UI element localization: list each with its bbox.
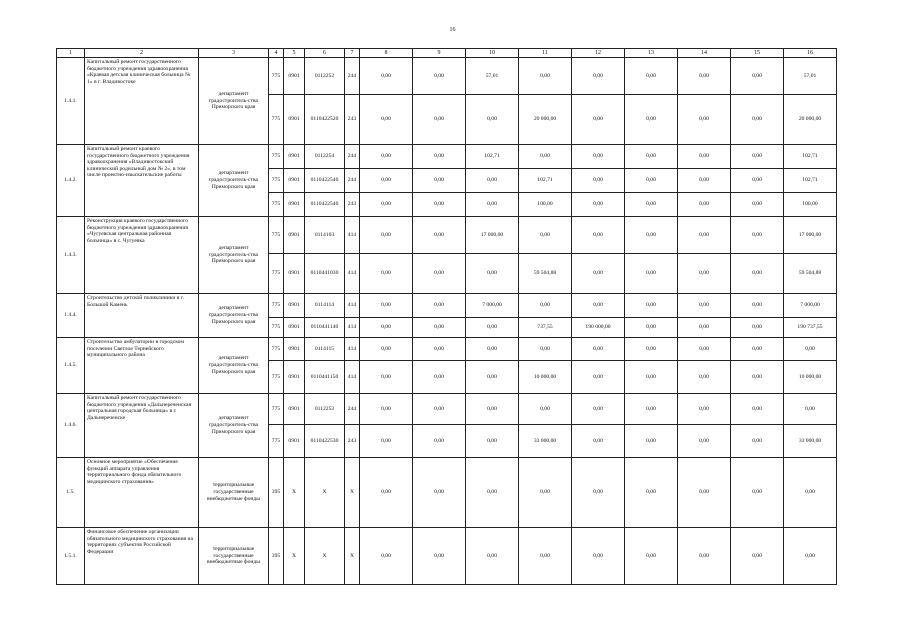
table-cell: 0114103	[305, 217, 345, 254]
table-cell: 10 000,00	[784, 361, 837, 394]
table-cell: 0,00	[360, 217, 413, 254]
table-cell: 0110422540	[305, 169, 345, 193]
table-cell: 775	[269, 193, 284, 217]
table-cell: 0,00	[413, 169, 466, 193]
row-department: департамент градостроитель-ства Приморского края	[199, 394, 269, 458]
table-cell: 0,00	[413, 193, 466, 217]
row-department: департамент градостроитель-ства Приморского края	[199, 294, 269, 338]
table-cell: 243	[345, 425, 360, 458]
row-department: территориальные государственные внебюджетные фонды	[199, 458, 269, 528]
table-cell: 190 737,55	[784, 318, 837, 338]
row-code: 1.4.2.	[57, 145, 85, 217]
row-department: департамент градостроитель-ства Приморского края	[199, 58, 269, 145]
table-cell: 0,00	[731, 95, 784, 145]
table-cell: 0,00	[572, 58, 625, 95]
table-cell: 0,00	[784, 528, 837, 585]
table-cell: 0,00	[572, 425, 625, 458]
table-cell: 0110441150	[305, 361, 345, 394]
row-code: 1.5.	[57, 458, 85, 528]
table-cell: 0,00	[519, 145, 572, 169]
table-cell: 7 000,00	[784, 294, 837, 318]
table-cell: 0,00	[413, 217, 466, 254]
table-cell: 0114114	[305, 294, 345, 318]
row-code: 1.4.3.	[57, 217, 85, 294]
table-cell: 0,00	[360, 294, 413, 318]
table-cell: 0,00	[572, 254, 625, 294]
table-cell: 0901	[284, 145, 305, 169]
table-cell: 0,00	[678, 394, 731, 425]
table-cell: 0,00	[572, 294, 625, 318]
table-cell: 102,71	[784, 169, 837, 193]
table-cell: 0901	[284, 58, 305, 95]
header-cell: 15	[731, 49, 784, 58]
table-cell: 0,00	[731, 394, 784, 425]
table-cell: 33 000,00	[519, 425, 572, 458]
table-cell: 0112253	[305, 394, 345, 425]
table-cell: 0,00	[413, 145, 466, 169]
table-cell: 0,00	[572, 528, 625, 585]
header-cell: 7	[345, 49, 360, 58]
table-cell: 0,00	[678, 95, 731, 145]
table-cell: 190 000,00	[572, 318, 625, 338]
table-cell: 0,00	[413, 458, 466, 528]
table-cell: 0901	[284, 318, 305, 338]
header-cell: 9	[413, 49, 466, 58]
row-code: 1.4.6.	[57, 394, 85, 458]
table-cell: 0,00	[731, 254, 784, 294]
table-cell: 0901	[284, 95, 305, 145]
table-cell: 414	[345, 338, 360, 361]
table-cell: 0,00	[678, 458, 731, 528]
table-cell: 59 504,88	[519, 254, 572, 294]
header-cell: 3	[199, 49, 269, 58]
table-cell: 0,00	[678, 361, 731, 394]
table-cell: 0,00	[360, 458, 413, 528]
header-cell: 1	[57, 49, 85, 58]
table-cell: X	[345, 458, 360, 528]
table-row	[57, 58, 837, 95]
row-code: 1.4.4.	[57, 294, 85, 338]
table-cell: 0,00	[466, 425, 519, 458]
table-cell: 0,00	[784, 338, 837, 361]
table-cell: 0,00	[625, 95, 678, 145]
row-name: Финансовое обеспечение организации обязательного медицинского страхования на территориях субъектов Российской Федерации	[85, 528, 199, 585]
table-cell: 0,00	[784, 394, 837, 425]
budget-table	[56, 48, 837, 585]
table-cell: 0,00	[519, 528, 572, 585]
table-cell: 0,00	[572, 394, 625, 425]
table-cell: 0,00	[731, 361, 784, 394]
table-cell: 0110441140	[305, 318, 345, 338]
table-cell: 59 504,88	[784, 254, 837, 294]
table-cell: 0,00	[360, 394, 413, 425]
table-cell: 737,55	[519, 318, 572, 338]
table-cell: 0,00	[625, 318, 678, 338]
table-cell: 0,00	[360, 254, 413, 294]
table-cell: 0,00	[413, 528, 466, 585]
table-cell: 33 000,00	[784, 425, 837, 458]
header-cell: 11	[519, 49, 572, 58]
table-cell: 0,00	[572, 193, 625, 217]
table-cell: 0,00	[572, 169, 625, 193]
table-cell: 0,00	[360, 95, 413, 145]
table-cell: 0,00	[519, 394, 572, 425]
table-cell: 0110422520	[305, 95, 345, 145]
table-cell: 0110422540	[305, 193, 345, 217]
table-cell: 0,00	[731, 528, 784, 585]
table-cell: 0901	[284, 254, 305, 294]
table-cell: 0,00	[413, 361, 466, 394]
table-row	[57, 528, 837, 585]
row-department: департамент градостроитель-ства Приморского края	[199, 145, 269, 217]
table-cell: 0,00	[413, 338, 466, 361]
table-cell: 414	[345, 318, 360, 338]
row-department: территориальные государственные внебюджетные фонды	[199, 528, 269, 585]
table-cell: 0,00	[413, 58, 466, 95]
table-cell: 0,00	[625, 425, 678, 458]
row-name: Капитальный ремонт государственного бюджетного учреждения «Дальнереченская центральная городская больница» в г. Дальнереченске	[85, 394, 199, 458]
table-cell: 414	[345, 294, 360, 318]
header-cell: 14	[678, 49, 731, 58]
table-cell: 244	[345, 169, 360, 193]
row-code: 1.4.1.	[57, 58, 85, 145]
table-cell: 0,00	[360, 145, 413, 169]
table-cell: 0112252	[305, 58, 345, 95]
table-cell: 775	[269, 294, 284, 318]
header-cell: 16	[784, 49, 837, 58]
table-cell: 0,00	[572, 458, 625, 528]
table-cell: 0,00	[519, 338, 572, 361]
table-cell: 100,00	[519, 193, 572, 217]
table-cell: 0,00	[360, 361, 413, 394]
header-cell: 13	[625, 49, 678, 58]
table-cell: 102,71	[519, 169, 572, 193]
table-cell: 775	[269, 145, 284, 169]
table-cell: 414	[345, 254, 360, 294]
table-cell: 0,00	[413, 318, 466, 338]
table-cell: 0901	[284, 294, 305, 318]
table-cell: 0,00	[519, 458, 572, 528]
table-cell: 0,00	[625, 394, 678, 425]
table-cell: 0,00	[360, 193, 413, 217]
table-cell: 0,00	[731, 458, 784, 528]
table-cell: 0112254	[305, 145, 345, 169]
table-cell: 775	[269, 318, 284, 338]
page-number: 16	[449, 27, 456, 33]
table-cell: 0,00	[466, 361, 519, 394]
table-cell: 775	[269, 394, 284, 425]
table-cell: 0110422530	[305, 425, 345, 458]
table-cell: 414	[345, 217, 360, 254]
table-cell: 0,00	[466, 528, 519, 585]
header-cell: 2	[85, 49, 199, 58]
table-cell: 0901	[284, 217, 305, 254]
table-cell: 0,00	[360, 318, 413, 338]
table-cell: 775	[269, 254, 284, 294]
table-row	[57, 217, 837, 254]
table-cell: 243	[345, 193, 360, 217]
header-cell: 8	[360, 49, 413, 58]
table-cell: 244	[345, 145, 360, 169]
table-cell: 0,00	[678, 254, 731, 294]
header-cell: 12	[572, 49, 625, 58]
header-cell: 10	[466, 49, 519, 58]
row-name: Строительство амбулатории в городском поселении Светлое Тернейского муниципального района	[85, 338, 199, 394]
row-name: Реконструкция краевого государственного бюджетного учреждения здравоохранения «Чугуевская центральная районная больница» в с. Чугуевка	[85, 217, 199, 294]
table-cell: 0901	[284, 425, 305, 458]
table-row	[57, 294, 837, 318]
table-cell: 0,00	[466, 338, 519, 361]
table-cell: 775	[269, 217, 284, 254]
table-cell: 0,00	[678, 58, 731, 95]
table-cell: X	[284, 458, 305, 528]
table-cell: 0,00	[466, 95, 519, 145]
table-cell: 0,00	[731, 425, 784, 458]
table-cell: 0,00	[466, 169, 519, 193]
table-cell: 0901	[284, 193, 305, 217]
table-cell: 20 000,00	[519, 95, 572, 145]
row-code: 1.4.5.	[57, 338, 85, 394]
table-cell: 20 000,00	[784, 95, 837, 145]
table-cell: 0,00	[678, 318, 731, 338]
table-cell: 775	[269, 58, 284, 95]
table-cell: 100,00	[784, 193, 837, 217]
table-cell: 0,00	[413, 294, 466, 318]
table-cell: 0,00	[413, 394, 466, 425]
table-cell: 0901	[284, 394, 305, 425]
table-cell: 775	[269, 338, 284, 361]
table-cell: 0,00	[572, 217, 625, 254]
table-cell: 0,00	[784, 458, 837, 528]
table-cell: 17 000,00	[784, 217, 837, 254]
table-cell: 0,00	[360, 58, 413, 95]
table-cell: 0,00	[572, 338, 625, 361]
table-row	[57, 458, 837, 528]
table-row	[57, 338, 837, 361]
table-cell: 0901	[284, 169, 305, 193]
table-cell: 0114115	[305, 338, 345, 361]
table-cell: 0,00	[625, 169, 678, 193]
row-department: департамент градостроитель-ства Приморского края	[199, 338, 269, 394]
table-cell: 775	[269, 361, 284, 394]
row-name: Основное мероприятие «Обеспечение функций аппарата управления территориального фонда обязательного медицинского страхования»	[85, 458, 199, 528]
table-row	[57, 145, 837, 169]
table-cell: 0,00	[625, 193, 678, 217]
table-cell: 102,71	[466, 145, 519, 169]
table-cell: X	[305, 528, 345, 585]
table-cell: 395	[269, 458, 284, 528]
table-cell: 0,00	[519, 217, 572, 254]
table-cell: 0,00	[678, 145, 731, 169]
row-code: 1.5.1.	[57, 528, 85, 585]
table-cell: 0,00	[572, 361, 625, 394]
table-cell: 0,00	[731, 338, 784, 361]
table-cell: 57,01	[784, 58, 837, 95]
row-name: Капитальный ремонт краевого государственного бюджетного учреждения здравоохранения «Владивостокский клинический родильный дом № 2», в том числе проектно-изыскательские работы	[85, 145, 199, 217]
table-cell: 0,00	[519, 58, 572, 95]
table-cell: 0,00	[731, 318, 784, 338]
table-cell: 0,00	[572, 145, 625, 169]
table-cell: 0,00	[678, 425, 731, 458]
table-cell: 0,00	[731, 145, 784, 169]
table-cell: 0,00	[360, 425, 413, 458]
table-cell: 0,00	[678, 169, 731, 193]
table-cell: 0,00	[625, 254, 678, 294]
table-cell: 0,00	[678, 217, 731, 254]
table-cell: 0,00	[625, 58, 678, 95]
table-cell: 0,00	[625, 338, 678, 361]
table-cell: 775	[269, 169, 284, 193]
table-cell: 0901	[284, 338, 305, 361]
table-cell: 0,00	[731, 169, 784, 193]
table-cell: 0,00	[466, 318, 519, 338]
table-cell: 0,00	[413, 95, 466, 145]
table-cell: X	[284, 528, 305, 585]
table-cell: 244	[345, 394, 360, 425]
table-cell: 0901	[284, 361, 305, 394]
table-cell: 0,00	[731, 58, 784, 95]
table-cell: 102,71	[784, 145, 837, 169]
header-row	[57, 49, 837, 58]
header-cell: 4	[269, 49, 284, 58]
table-cell: 0,00	[360, 528, 413, 585]
table-row	[57, 394, 837, 425]
row-name: Капитальный ремонт государственного бюджетного учреждения здравоохранения «Краевая детская клиническая больница № 1» в г. Владивостоке	[85, 58, 199, 145]
table-cell: 414	[345, 361, 360, 394]
table-cell: 0,00	[678, 193, 731, 217]
table-cell: 0110441030	[305, 254, 345, 294]
table-cell: 0,00	[731, 217, 784, 254]
table-cell: 0,00	[466, 394, 519, 425]
table-cell: 775	[269, 425, 284, 458]
table-cell: 775	[269, 95, 284, 145]
table-cell: 395	[269, 528, 284, 585]
table-cell: 0,00	[678, 338, 731, 361]
table-cell: X	[305, 458, 345, 528]
header-cell: 5	[284, 49, 305, 58]
header-cell: 6	[305, 49, 345, 58]
table-cell: 0,00	[466, 254, 519, 294]
table-cell: 0,00	[413, 425, 466, 458]
table-cell: 0,00	[625, 294, 678, 318]
table-cell: 17 000,00	[466, 217, 519, 254]
table-cell: 0,00	[731, 294, 784, 318]
table-cell: 0,00	[360, 169, 413, 193]
table-cell: 0,00	[572, 95, 625, 145]
table-cell: 0,00	[625, 361, 678, 394]
row-department: департамент градостроитель-ства Приморского края	[199, 217, 269, 294]
table-cell: 244	[345, 58, 360, 95]
table-cell: 0,00	[466, 458, 519, 528]
table-cell: 10 000,00	[519, 361, 572, 394]
table-cell: 7 000,00	[466, 294, 519, 318]
table-cell: 0,00	[519, 294, 572, 318]
table-cell: 0,00	[360, 338, 413, 361]
table-cell: 243	[345, 95, 360, 145]
table-cell: 0,00	[625, 145, 678, 169]
table-cell: 0,00	[625, 217, 678, 254]
table-cell: 0,00	[678, 294, 731, 318]
row-name: Строительство детской поликлиники в г. Большой Камень	[85, 294, 199, 338]
table-cell: 0,00	[731, 193, 784, 217]
table-cell: 0,00	[466, 193, 519, 217]
table-cell: 0,00	[625, 458, 678, 528]
table-cell: X	[345, 528, 360, 585]
table-cell: 0,00	[625, 528, 678, 585]
table-cell: 57,01	[466, 58, 519, 95]
table-cell: 0,00	[678, 528, 731, 585]
table-cell: 0,00	[413, 254, 466, 294]
